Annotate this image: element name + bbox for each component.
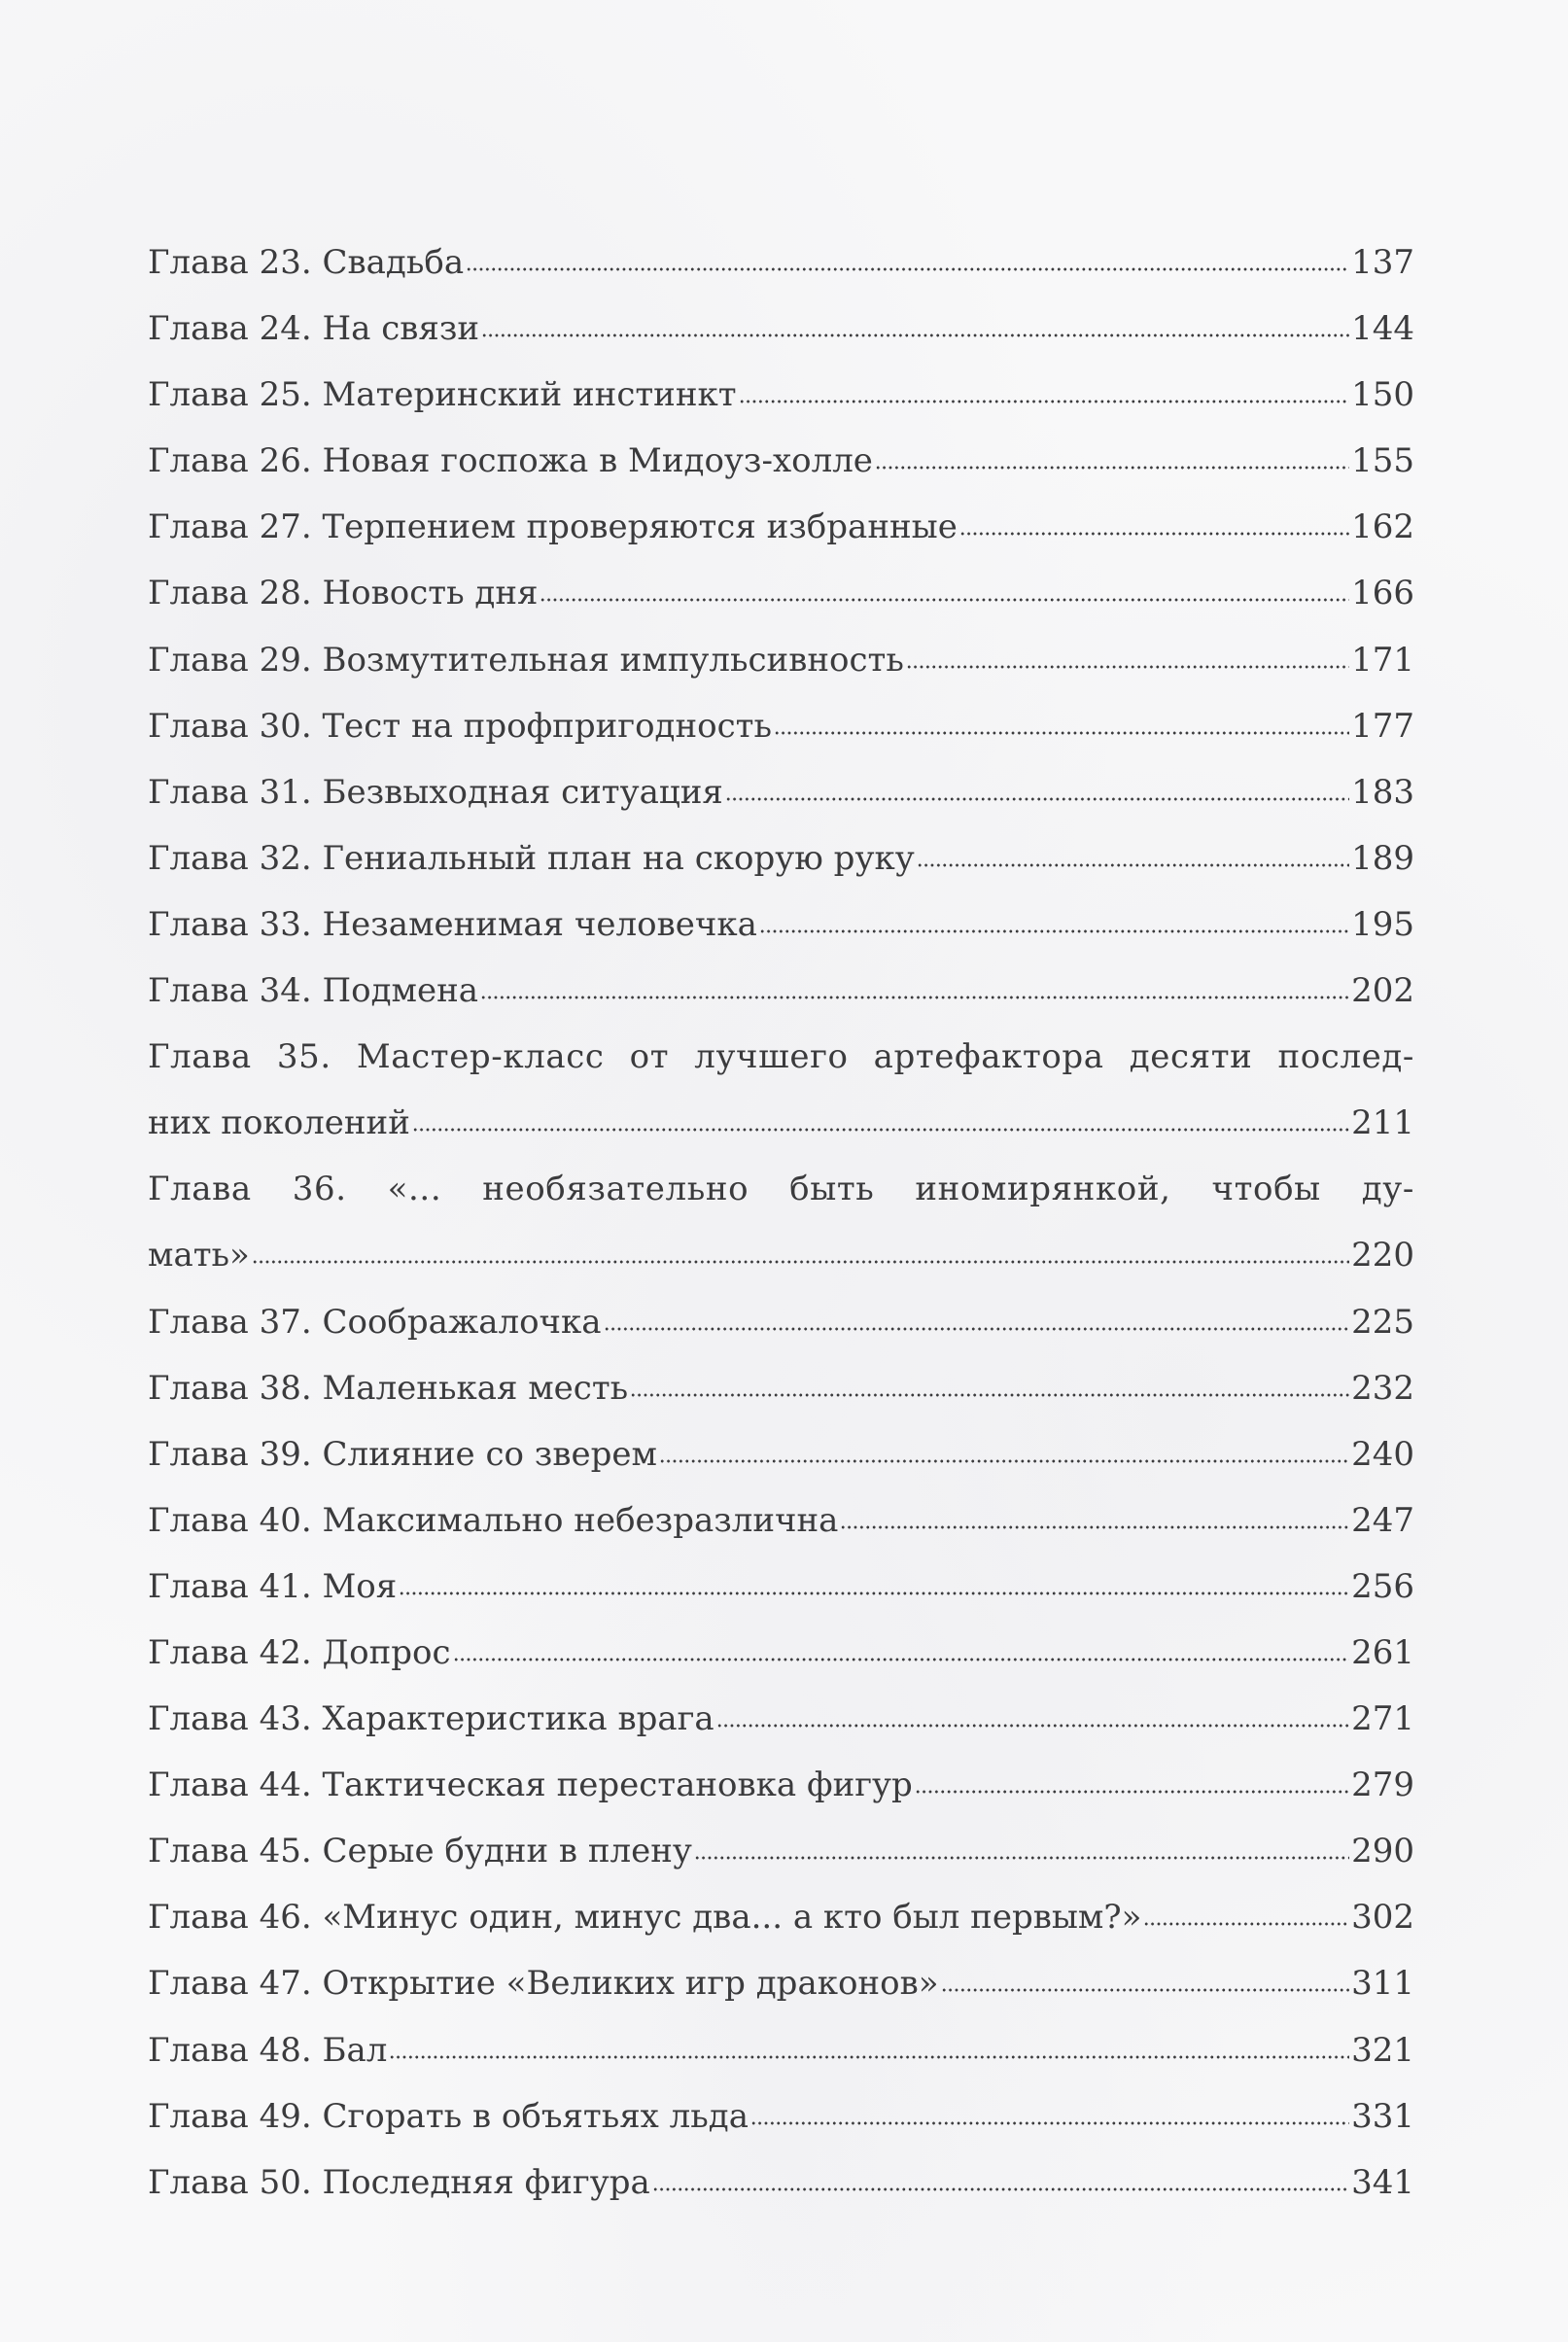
toc-entry-title: Глава 34. Подмена [148,971,479,1011]
toc-entry-46[interactable] [148,1884,1414,1950]
dot-leader [453,1630,1350,1663]
toc-entry-page: 211 [1351,1103,1414,1143]
toc-entry-31[interactable] [148,759,1414,825]
toc-entry-45[interactable] [148,1818,1414,1884]
toc-entry-50[interactable] [148,2150,1414,2216]
toc-entry-page: 144 [1351,309,1414,349]
toc-entry-title: Глава 24. На связи [148,309,480,349]
toc-entry-page: 202 [1351,971,1414,1011]
toc-entry-35[interactable] [148,1090,1414,1156]
toc-entry-title: Глава 44. Тактическая перестановка фигур [148,1765,913,1805]
dot-leader [917,836,1349,869]
toc-entry-28[interactable] [148,560,1414,626]
toc-entry-page: 177 [1351,706,1414,746]
dot-leader [412,1101,1349,1134]
toc-entry-page: 166 [1351,574,1414,613]
toc-entry-title: Глава 30. Тест на профпригодность [148,706,772,746]
toc-entry-page: 279 [1351,1765,1414,1805]
dot-leader [959,505,1349,538]
toc-entry-title: Глава 28. Новость дня [148,574,539,613]
dot-leader [759,902,1349,935]
toc-entry-title: Глава 29. Возмутительная импульсивность [148,640,904,680]
toc-entry-page: 290 [1351,1832,1414,1871]
toc-entry-30[interactable] [148,693,1414,759]
dot-leader [604,1300,1350,1333]
toc-entry-41[interactable] [148,1554,1414,1620]
toc-entry-page: 321 [1351,2030,1414,2070]
toc-entry-39[interactable] [148,1421,1414,1487]
toc-entry-page: 225 [1351,1302,1414,1342]
toc-entry-47[interactable] [148,1950,1414,2016]
dot-leader [399,1564,1349,1597]
dot-leader [941,1961,1350,1994]
dot-leader [875,438,1349,472]
dot-leader [906,638,1349,671]
dot-leader [540,571,1349,604]
toc-entry-35-line1[interactable] [148,1024,1414,1090]
toc-entry-37[interactable] [148,1289,1414,1355]
toc-entry-36-line1[interactable] [148,1156,1414,1222]
toc-entry-title: Глава 42. Допрос [148,1632,451,1672]
toc-entry-page: 261 [1351,1632,1414,1672]
dot-leader [840,1498,1349,1531]
toc-entry-23[interactable] [148,229,1414,296]
dot-leader [774,704,1349,737]
toc-entry-29[interactable] [148,627,1414,693]
dot-leader [750,2094,1349,2127]
toc-entry-page: 302 [1351,1898,1414,1938]
toc-entry-page: 183 [1351,772,1414,812]
toc-entry-title: Глава 32. Гениальный план на скорую руку [148,838,915,878]
toc-entry-24[interactable] [148,296,1414,362]
toc-entry-page: 189 [1351,838,1414,878]
toc-entry-33[interactable] [148,891,1414,958]
toc-entry-page: 331 [1351,2096,1414,2136]
toc-entry-page: 256 [1351,1566,1414,1606]
toc-entry-42[interactable] [148,1620,1414,1686]
toc-entry-title: Глава 46. «Минус один, минус два... а кто был первым?» [148,1898,1142,1938]
toc-entry-43[interactable] [148,1686,1414,1752]
toc-entry-title: мать» [148,1236,250,1276]
dot-leader [1143,1895,1349,1928]
toc-entry-38[interactable] [148,1355,1414,1421]
toc-entry-25[interactable] [148,362,1414,428]
dot-leader [739,372,1350,405]
toc-entry-36[interactable] [148,1222,1414,1288]
toc-entry-title: них поколений [148,1103,410,1143]
toc-entry-34[interactable] [148,958,1414,1024]
toc-entry-page: 220 [1351,1236,1414,1276]
toc-entry-title: Глава 23. Свадьба [148,243,465,282]
toc-entry-page: 171 [1351,640,1414,680]
toc-entry-title: Глава 45. Серые будни в плену [148,1832,692,1871]
dot-leader [252,1233,1349,1266]
toc-entry-title: Глава 38. Маленькая месть [148,1368,629,1408]
toc-entry-26[interactable] [148,428,1414,494]
toc-entry-title: Глава 41. Моя [148,1566,398,1606]
toc-entry-40[interactable] [148,1487,1414,1554]
toc-entry-title: Глава 25. Материнский инстинкт [148,375,737,415]
toc-entry-title: Глава 50. Последняя фигура [148,2162,650,2202]
toc-entry-title-wrapped: Глава 35. Мастер-класс от лучшего артефактора десяти послед- [148,1037,1414,1077]
dot-leader [481,306,1349,339]
toc-entry-32[interactable] [148,825,1414,891]
toc-entry-page: 155 [1351,441,1414,481]
toc-entry-page: 195 [1351,904,1414,944]
dot-leader [389,2028,1349,2061]
table-of-contents [148,229,1414,2216]
toc-entry-title: Глава 31. Безвыходная ситуация [148,772,723,812]
toc-entry-49[interactable] [148,2083,1414,2150]
dot-leader [725,770,1349,803]
toc-entry-title: Глава 48. Бал [148,2030,388,2070]
toc-entry-27[interactable] [148,494,1414,560]
toc-entry-title: Глава 26. Новая госпожа в Мидоуз-холле [148,441,873,481]
toc-entry-page: 271 [1351,1699,1414,1739]
dot-leader [716,1696,1349,1730]
toc-entry-page: 232 [1351,1368,1414,1408]
toc-entry-page: 247 [1351,1500,1414,1540]
dot-leader [652,2160,1349,2193]
toc-entry-page: 240 [1351,1434,1414,1474]
dot-leader [915,1763,1349,1796]
toc-entry-title: Глава 39. Слияние со зверем [148,1434,657,1474]
toc-entry-page: 150 [1351,375,1414,415]
toc-entry-title-wrapped: Глава 36. «... необязательно быть иномирянкой, чтобы ду- [148,1170,1414,1209]
toc-entry-page: 162 [1351,507,1414,547]
toc-entry-title: Глава 37. Соображалочка [148,1302,602,1342]
dot-leader [466,240,1349,273]
dot-leader [659,1432,1349,1465]
dot-leader [694,1829,1349,1862]
toc-entry-title: Глава 43. Характеристика врага [148,1699,714,1739]
toc-entry-48[interactable] [148,2017,1414,2083]
toc-entry-page: 341 [1351,2162,1414,2202]
toc-entry-title: Глава 49. Сгорать в объятьях льда [148,2096,749,2136]
toc-entry-page: 311 [1351,1964,1414,2004]
toc-entry-title: Глава 33. Незаменимая человечка [148,904,757,944]
toc-entry-title: Глава 40. Максимально небезразлична [148,1500,839,1540]
toc-entry-page: 137 [1351,243,1414,282]
dot-leader [480,968,1349,1001]
toc-entry-44[interactable] [148,1752,1414,1818]
toc-entry-title: Глава 47. Открытие «Великих игр драконов» [148,1964,939,2004]
toc-entry-title: Глава 27. Терпением проверяются избранные [148,507,958,547]
dot-leader [630,1366,1349,1399]
